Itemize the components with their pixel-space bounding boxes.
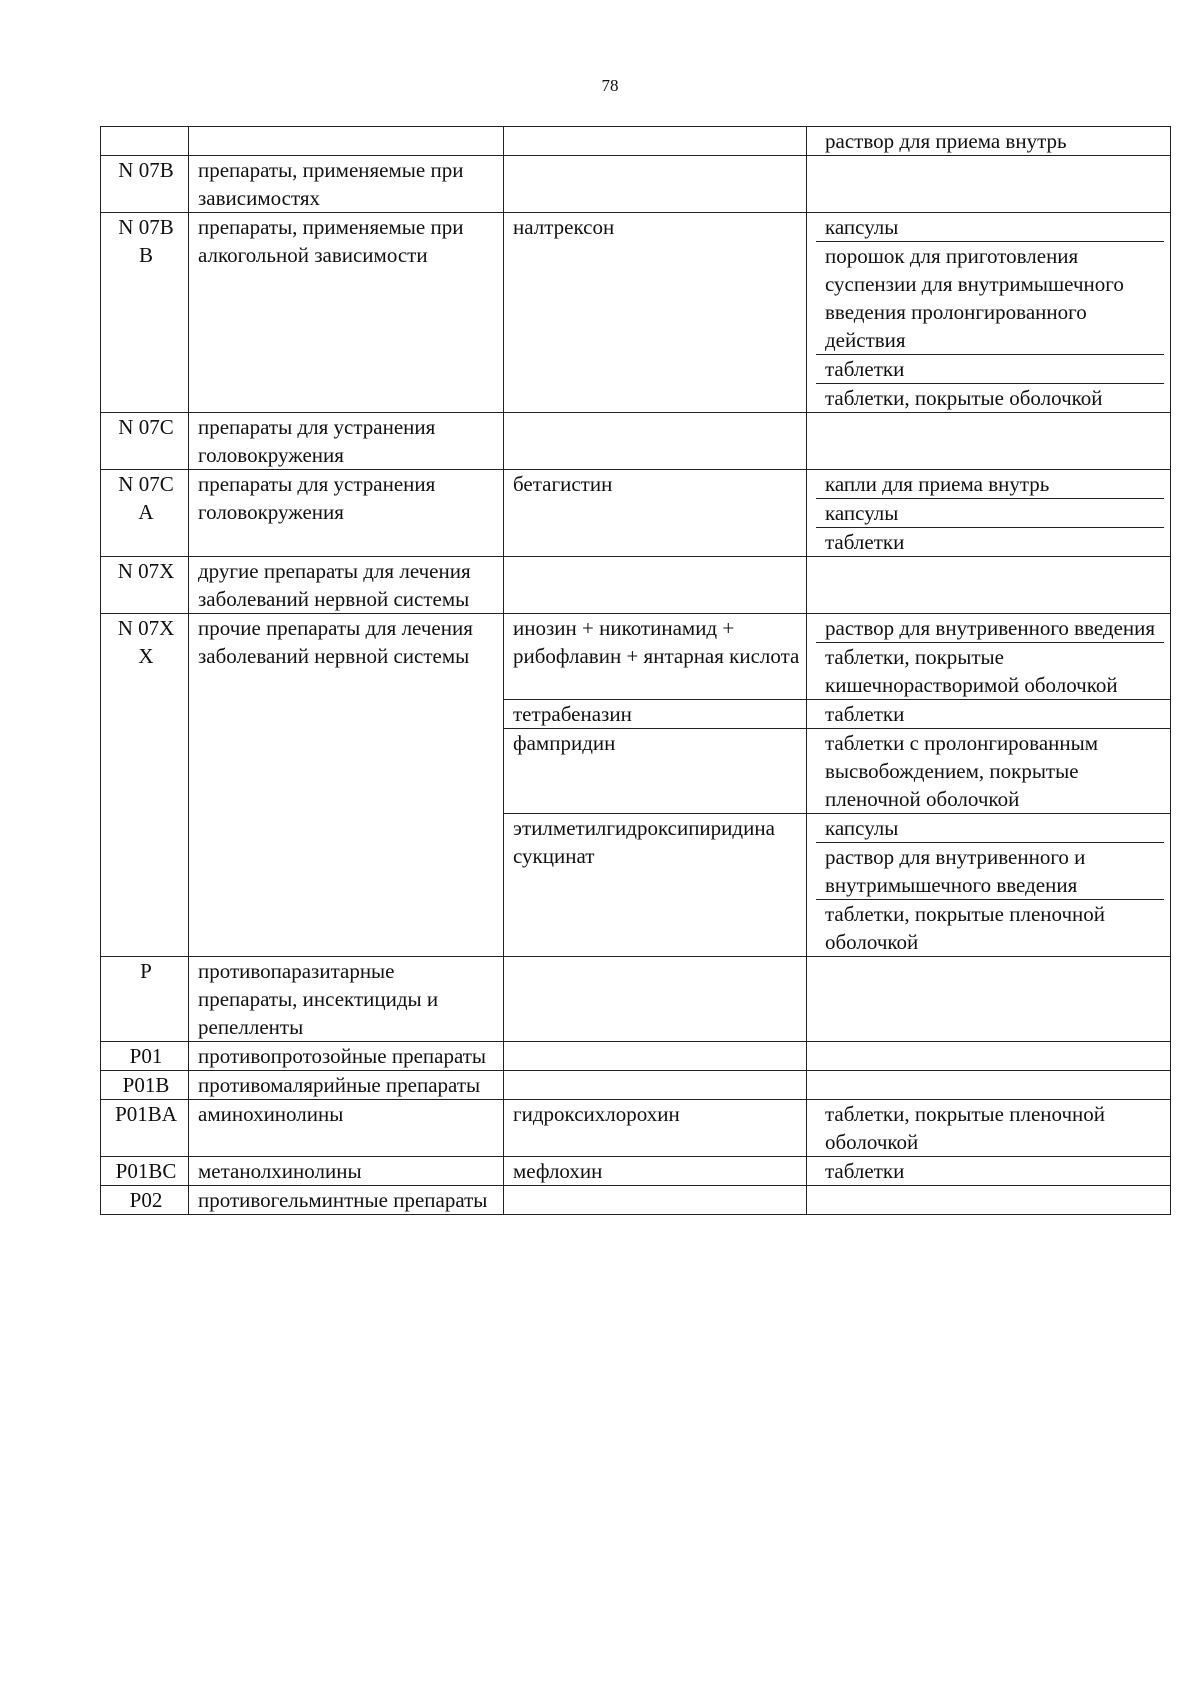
table-row xyxy=(101,470,1171,557)
group-cell: препараты для устранения головокружения xyxy=(189,470,504,557)
dosage-forms-cell xyxy=(807,1100,1171,1157)
dosage-forms-cell xyxy=(807,1186,1171,1215)
substance-cell: инозин + никотинамид + рибофлавин + янтарная кислота xyxy=(504,614,807,700)
dosage-form: раствор для внутривенного введения xyxy=(825,616,1156,640)
substance-cell xyxy=(504,1186,807,1215)
dosage-form: таблетки, покрытые оболочкой xyxy=(816,383,1164,412)
substance-cell: этилметилгидроксипиридина сукцинат xyxy=(504,814,807,957)
dosage-form: таблетки xyxy=(816,527,1164,556)
dosage-forms-cell xyxy=(807,1042,1171,1071)
dosage-forms-cell xyxy=(807,470,1171,557)
dosage-form: капсулы xyxy=(825,215,899,239)
dosage-form: раствор для приема внутрь xyxy=(825,129,1067,153)
substance-cell xyxy=(504,156,807,213)
atc-code-cell: P01B xyxy=(101,1071,189,1100)
dosage-form: таблетки, покрытые пленочной оболочкой xyxy=(816,899,1164,956)
substance-cell: бетагистин xyxy=(504,470,807,557)
dosage-form: раствор для внутривенного и внутримышечного введения xyxy=(816,842,1164,899)
group-cell: прочие препараты для лечения заболеваний нервной системы xyxy=(189,614,504,957)
dosage-forms-cell xyxy=(807,814,1171,957)
atc-code-cell: P01BA xyxy=(101,1100,189,1157)
substance-cell xyxy=(504,1071,807,1100)
dosage-forms-cell xyxy=(807,156,1171,213)
group-cell: противопротозойные препараты xyxy=(189,1042,504,1071)
atc-code-cell: N 07B B xyxy=(101,213,189,413)
dosage-forms-cell xyxy=(807,729,1171,814)
table-row xyxy=(101,1042,1171,1071)
group-cell: противопаразитарные препараты, инсектициды и репелленты xyxy=(189,957,504,1042)
substance-cell: гидроксихлорохин xyxy=(504,1100,807,1157)
atc-code-cell: P01 xyxy=(101,1042,189,1071)
medicines-table xyxy=(100,126,1171,1215)
group-cell: противогельминтные препараты xyxy=(189,1186,504,1215)
table-row xyxy=(101,213,1171,413)
atc-code-cell: P02 xyxy=(101,1186,189,1215)
dosage-forms-cell xyxy=(807,413,1171,470)
group-cell: препараты для устранения головокружения xyxy=(189,413,504,470)
substance-cell xyxy=(504,127,807,156)
group-cell: противомалярийные препараты xyxy=(189,1071,504,1100)
dosage-forms-cell xyxy=(807,1071,1171,1100)
page-number: 78 xyxy=(601,76,619,95)
table-row xyxy=(101,1100,1171,1157)
table-row xyxy=(101,557,1171,614)
group-cell: метанолхинолины xyxy=(189,1157,504,1186)
atc-code-cell: N 07X xyxy=(101,557,189,614)
substance-cell: налтрексон xyxy=(504,213,807,413)
atc-code-cell: P01BC xyxy=(101,1157,189,1186)
group-cell xyxy=(189,127,504,156)
dosage-form: таблетки xyxy=(825,1159,905,1183)
dosage-forms-cell xyxy=(807,614,1171,700)
dosage-forms-cell xyxy=(807,213,1171,413)
substance-cell xyxy=(504,557,807,614)
dosage-form: таблетки xyxy=(825,702,905,726)
dosage-forms-cell xyxy=(807,1157,1171,1186)
dosage-form: таблетки, покрытые пленочной оболочкой xyxy=(825,1102,1106,1154)
dosage-forms-cell xyxy=(807,957,1171,1042)
atc-code-cell: N 07C xyxy=(101,413,189,470)
group-cell: препараты, применяемые при зависимостях xyxy=(189,156,504,213)
atc-code-cell: P xyxy=(101,957,189,1042)
substance-cell: фампридин xyxy=(504,729,807,814)
group-cell: аминохинолины xyxy=(189,1100,504,1157)
table-row xyxy=(101,614,1171,700)
table-row xyxy=(101,1186,1171,1215)
substance-cell xyxy=(504,413,807,470)
dosage-form: капсулы xyxy=(816,498,1164,527)
dosage-forms-cell xyxy=(807,557,1171,614)
dosage-form: капли для приема внутрь xyxy=(825,472,1050,496)
table-row xyxy=(101,957,1171,1042)
atc-code-cell: N 07C A xyxy=(101,470,189,557)
atc-code-cell xyxy=(101,127,189,156)
table-row xyxy=(101,1071,1171,1100)
dosage-forms-cell xyxy=(807,700,1171,729)
table-row xyxy=(101,127,1171,156)
table-row xyxy=(101,413,1171,470)
dosage-forms-cell xyxy=(807,127,1171,156)
table-row xyxy=(101,156,1171,213)
substance-cell xyxy=(504,1042,807,1071)
dosage-form: таблетки xyxy=(816,354,1164,383)
atc-code-cell: N 07X X xyxy=(101,614,189,957)
atc-code-cell: N 07B xyxy=(101,156,189,213)
dosage-form: таблетки, покрытые кишечнорастворимой оболочкой xyxy=(816,642,1164,699)
dosage-form: капсулы xyxy=(825,816,899,840)
dosage-form: таблетки с пролонгированным высвобождением, покрытые пленочной оболочкой xyxy=(825,731,1099,811)
table-row xyxy=(101,1157,1171,1186)
dosage-form: порошок для приготовления суспензии для внутримышечного введения пролонгированного действия xyxy=(816,241,1164,354)
substance-cell: тетрабеназин xyxy=(504,700,807,729)
group-cell: другие препараты для лечения заболеваний нервной системы xyxy=(189,557,504,614)
substance-cell: мефлохин xyxy=(504,1157,807,1186)
group-cell: препараты, применяемые при алкогольной зависимости xyxy=(189,213,504,413)
substance-cell xyxy=(504,957,807,1042)
